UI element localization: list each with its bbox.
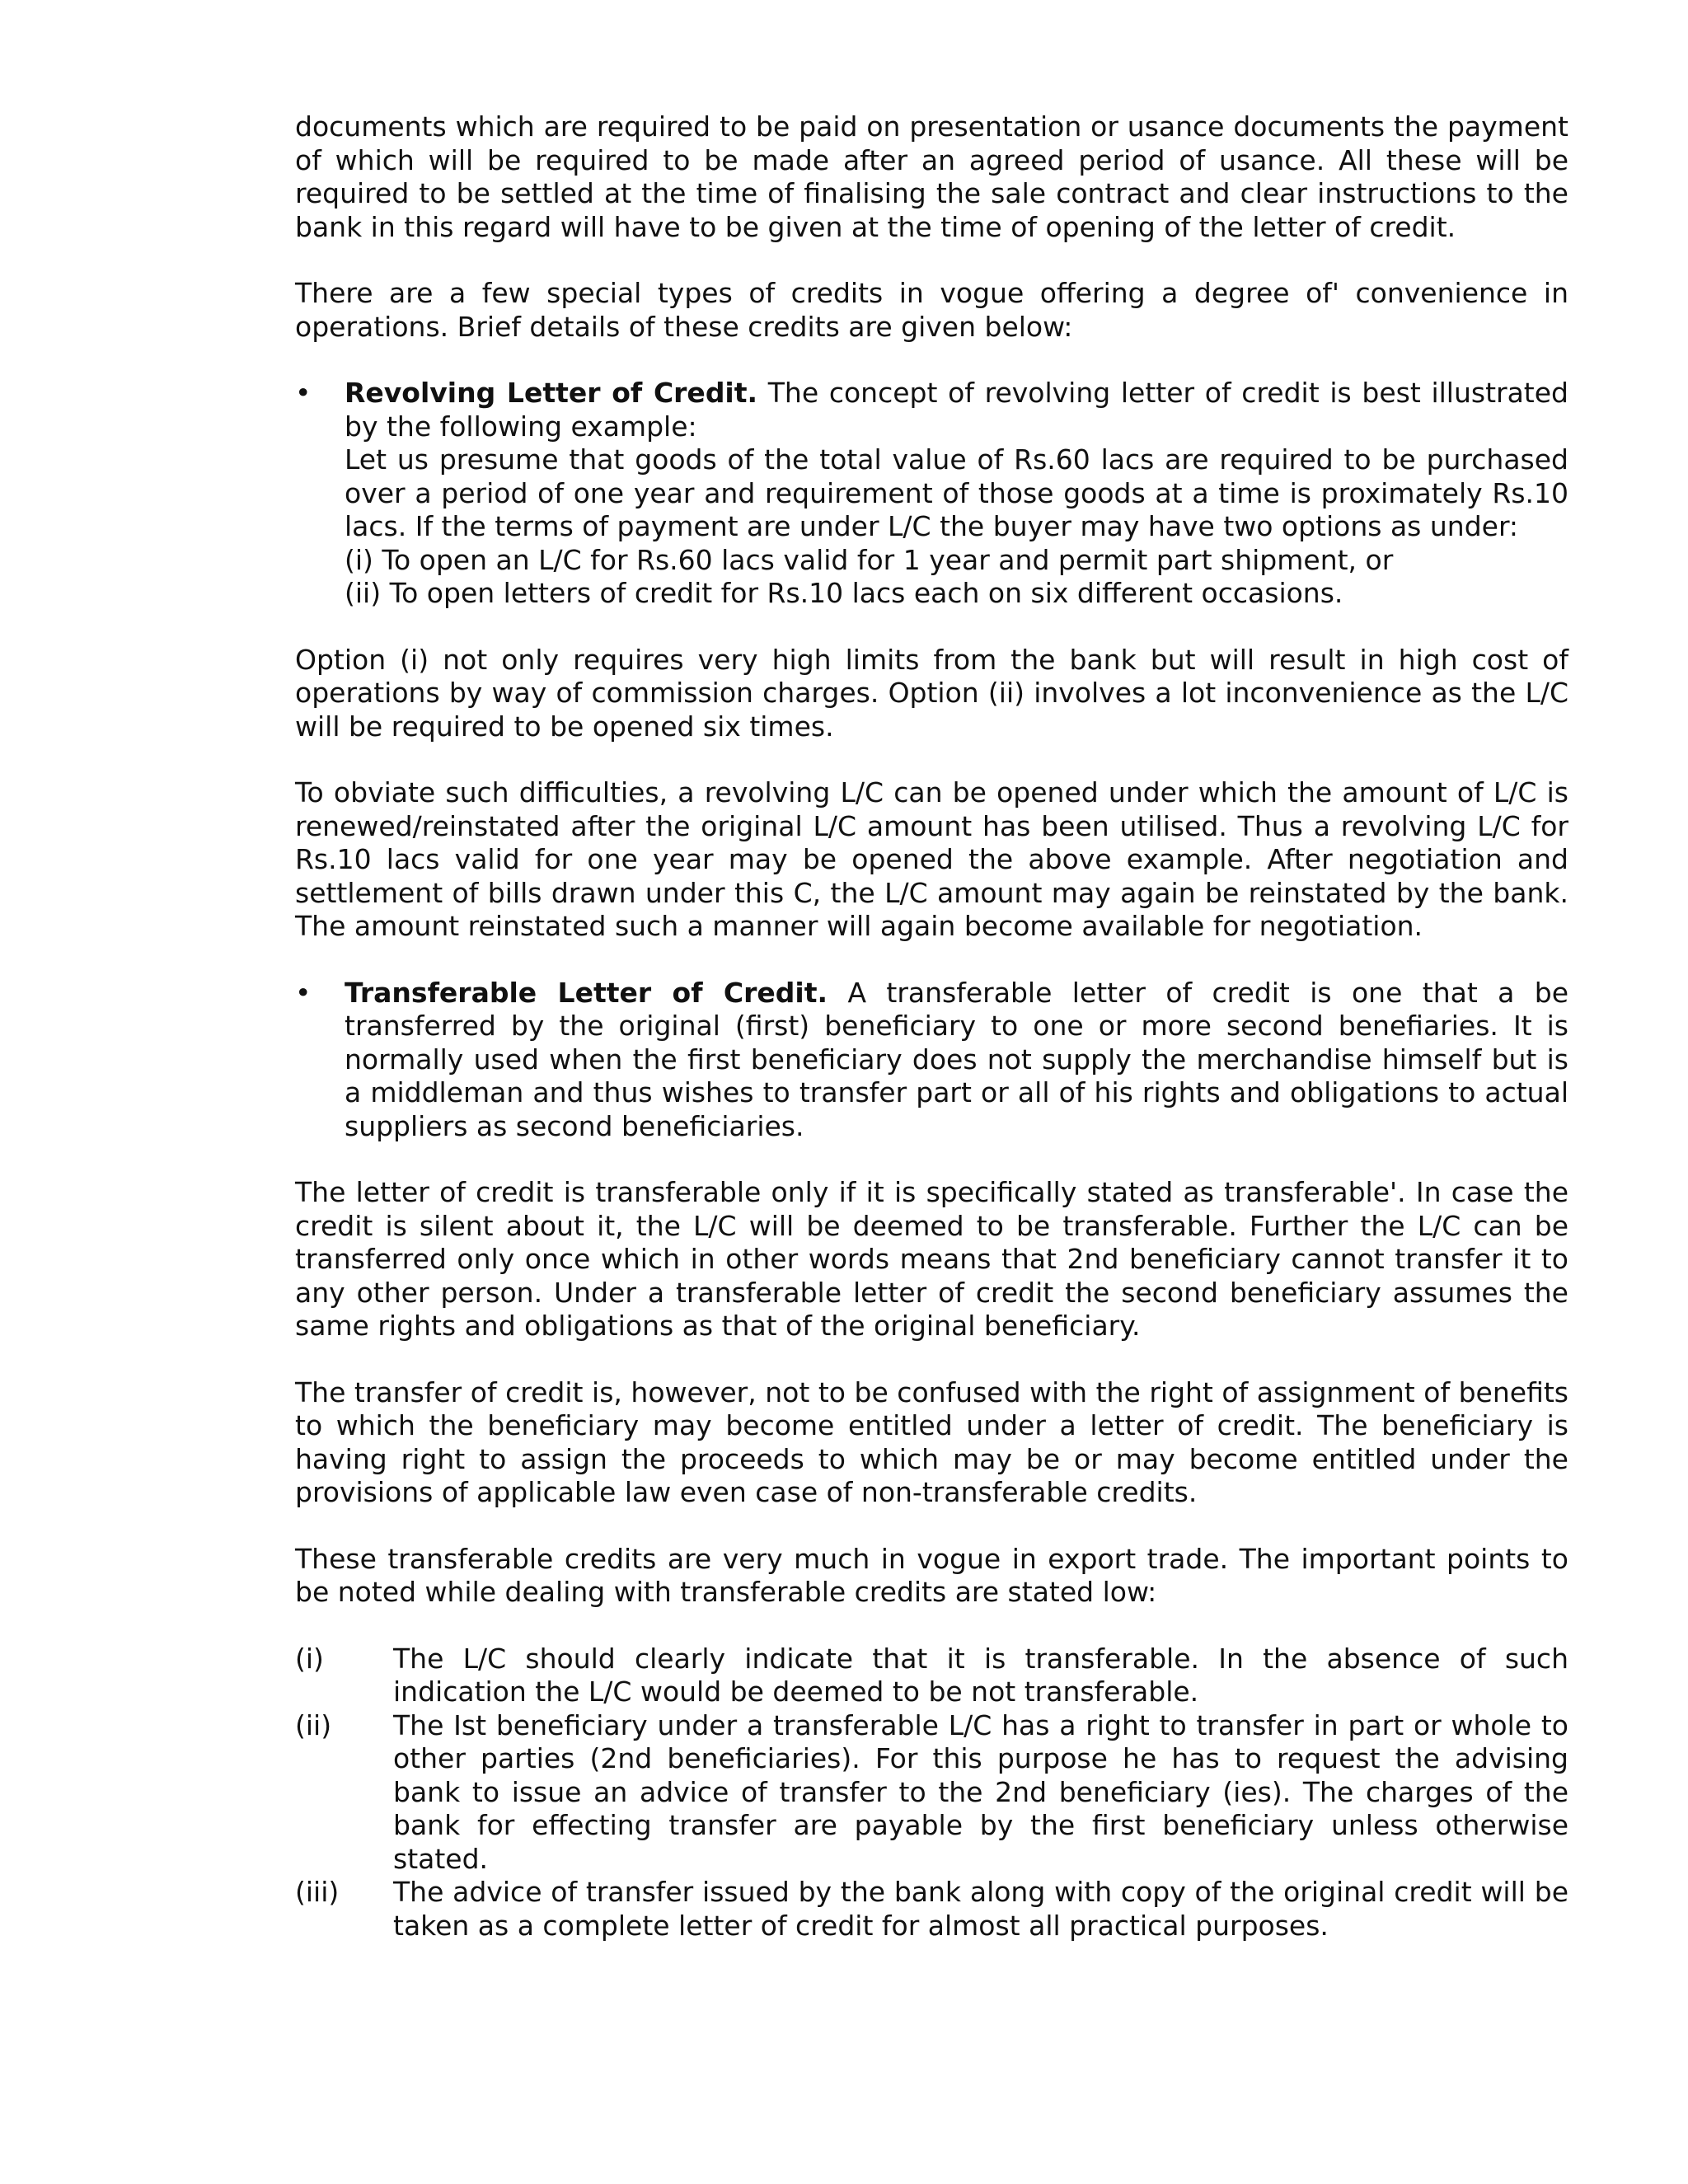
list-item xyxy=(295,1643,1568,1709)
paragraph-usance-documents: documents which are required to be paid on presentation or usance documents the payment of which will be required to be made after an agreed period of usance. All these will be required to be settled at the time of finalising the sale contract and clear instructions to the bank in this regard will have to be given at the time of opening of the letter of credit. xyxy=(295,110,1568,243)
paragraph-transferable-conditions: The letter of credit is transferable only if it is specifically stated as transferable'. In case the credit is silent about it, the L/C will be deemed to be transferable. Further the L/C can be transferred only once which in other words means that 2nd beneficiary cannot transfer it to any other person. Under a transferable letter of credit the second beneficiary assumes the same rights and obligations as that of the original beneficiary. xyxy=(295,1176,1568,1342)
bullet-symbol: • xyxy=(295,377,312,409)
revolving-option-1: (i) To open an L/C for Rs.60 lacs valid for 1 year and permit part shipment, or xyxy=(345,543,1394,576)
revolving-lc-intro: The concept of revolving letter of credit is best illustrated by the following example: xyxy=(345,377,1568,443)
document-page xyxy=(295,110,1568,1943)
paragraph-revolving-solution: To obviate such difficulties, a revolving L/C can be opened under which the amount of L/C is renewed/reinstated after the original L/C amount has been utilised. Thus a revolving L/C for Rs.10 lacs valid for one year may be opened the above example. After negotiation and settlement of bills drawn under this C, the L/C amount may again be reinstated by the bank. The amount reinstated such a manner will again become available for negotiation. xyxy=(295,776,1568,942)
bullet-transferable-body xyxy=(345,977,1568,1144)
bullet-symbol: • xyxy=(295,976,312,1009)
list-item-number: (i) xyxy=(295,1642,324,1675)
transferable-lc-text: A transferable letter of credit is one that a be transferred by the original (first) beneficiary to one or more second benefiaries. It is normally used when the first beneficiary does not supply the merchandise himself but is a middleman and thus wishes to transfer part or all of his rights and obligations to actual suppliers as second beneficiaries. xyxy=(345,976,1569,1142)
revolving-lc-example: Let us presume that goods of the total value of Rs.60 lacs are required to be purchased over a period of one year and requirement of those goods at a time is proximately Rs.10 lacs. If the terms of payment are under L/C the buyer may have two options as under: xyxy=(345,443,1568,542)
bullet-transferable-lc xyxy=(295,977,1568,1144)
paragraph-assignment-of-benefits: The transfer of credit is, however, not to be confused with the right of assignment of benefits to which the beneficiary may become entitled under a letter of credit. The beneficiary is having right to assign the proceeds to which may be or may become entitled under the provisions of applicable law even case of non-transferable credits. xyxy=(295,1376,1568,1508)
list-item xyxy=(295,1709,1568,1877)
bullet-revolving-body xyxy=(345,377,1568,611)
list-item-number: (iii) xyxy=(295,1876,340,1908)
paragraph-options-comparison: Option (i) not only requires very high limits from the bank but will result in high cost of operations by way of commission charges. Option (ii) involves a lot inconvenience as the L/C will be required to be opened six times. xyxy=(295,643,1568,743)
list-item xyxy=(295,1876,1568,1943)
revolving-option-2: (ii) To open letters of credit for Rs.10 lacs each on six different occasions. xyxy=(345,577,1343,609)
list-item-text: The Ist beneficiary under a transferable L/C has a right to transfer in part or whole to other parties (2nd beneficiaries). For this purpose he has to request the advising bank to issue an advice of transfer to the 2nd beneficiary (ies). The charges of the bank for effecting transfer are payable by the first beneficiary unless otherwise stated. xyxy=(393,1708,1568,1875)
paragraph-special-credits-intro: There are a few special types of credits in vogue offering a degree of' convenience in operations. Brief details of these credits are given below: xyxy=(295,277,1568,343)
bullet-revolving-lc xyxy=(295,377,1568,611)
revolving-lc-heading: Revolving Letter of Credit. xyxy=(345,377,758,409)
transferable-lc-heading: Transferable Letter of Credit. xyxy=(345,976,828,1009)
paragraph-export-trade: These transferable credits are very much in vogue in export trade. The important points to be noted while dealing with transferable credits are stated low: xyxy=(295,1542,1568,1608)
list-item-text: The advice of transfer issued by the bank along with copy of the original credit will be taken as a complete letter of credit for almost all practical purposes. xyxy=(393,1876,1568,1942)
list-item-text: The L/C should clearly indicate that it is transferable. In the absence of such indication the L/C would be deemed to be not transferable. xyxy=(393,1642,1568,1708)
transferable-points-list xyxy=(295,1643,1568,1943)
list-item-number: (ii) xyxy=(295,1708,332,1741)
